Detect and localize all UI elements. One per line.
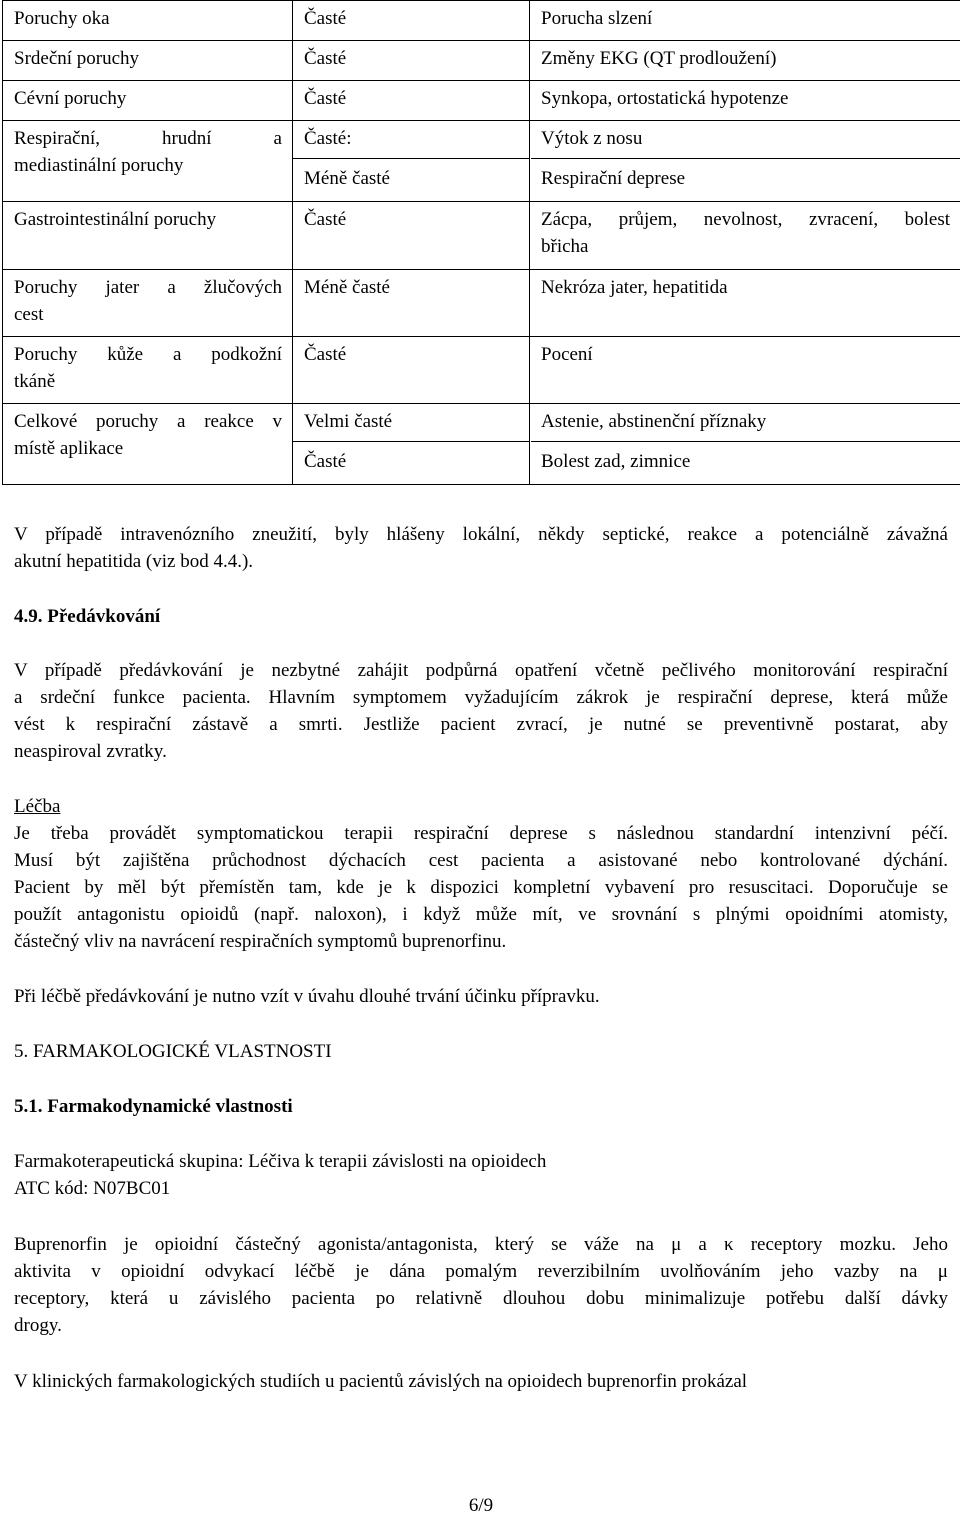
paragraph-line: Pacient by měl být přemístěn tam, kde je k dispozici kompletní vybavení pro resuscitaci. Doporučuje se [14,874,948,901]
effect-value: Astenie, abstinenční příznaky [541,408,950,435]
section-heading-4-9: 4.9. Předávkování [14,603,948,630]
table-row [3,270,960,337]
organ-class-line: Celkové poruchy a reakce v [14,408,282,435]
frequency-cell: Méně časté [293,270,530,337]
paragraph-line: V případě intravenózního zneužití, byly hlášeny lokální, někdy septické, reakce a potenciálně závažná [14,521,948,548]
effect-line: Zácpa, průjem, nevolnost, zvracení, bolest [541,206,950,233]
organ-class-line: Respirační, hrudní a [14,125,282,152]
paragraph-line: Musí být zajištěna průchodnost dýchacích cest pacienta a asistované nebo kontrolované dýchání. [14,847,948,874]
frequency-cell: Časté [293,41,530,81]
frequency-cell [293,121,530,202]
table-row [3,202,960,270]
frequency-value: Méně časté [293,158,529,192]
organ-class-line: místě aplikace [14,435,282,462]
effect-value: Výtok z nosu [541,125,950,152]
adverse-effects-table [2,0,960,485]
overdose-paragraph [14,657,948,765]
organ-class-cell: Poruchy oka [3,1,293,41]
effect-cell: Synkopa, ortostatická hypotenze [530,81,960,121]
paragraph-line: V případě předávkování je nezbytné zahájit podpůrná opatření včetně pečlivého monitorování respirační [14,657,948,684]
page-number: 6/9 [14,1492,948,1519]
organ-class-cell [3,121,293,202]
frequency-cell: Časté [293,1,530,41]
frequency-cell [293,404,530,485]
treatment-paragraph [14,820,948,955]
effect-cell: Změny EKG (QT prodloužení) [530,41,960,81]
pharmacotherapeutic-group: Farmakoterapeutická skupina: Léčiva k terapii závislosti na opioidech [14,1148,948,1175]
effect-line: břicha [541,233,950,260]
paragraph-line: receptory, která u závislého pacienta po relativně dlouhou dobu minimalizuje potřebu další dávky [14,1285,948,1312]
table-row [3,81,960,121]
organ-class-cell [3,270,293,337]
organ-class-cell: Srdeční poruchy [3,41,293,81]
table-row [3,404,960,485]
buprenorphine-paragraph [14,1231,948,1339]
paragraph-line: Je třeba provádět symptomatickou terapii respirační deprese s následnou standardní intenzivní péčí. [14,820,948,847]
effect-cell: Nekróza jater, hepatitida [530,270,960,337]
organ-class-cell: Cévní poruchy [3,81,293,121]
paragraph-line: akutní hepatitida (viz bod 4.4.). [14,548,948,575]
paragraph-line: použít antagonistu opioidů (např. naloxon), i když může mít, ve srovnání s plnými opoidními atomisty, [14,901,948,928]
paragraph-line: neaspiroval zvratky. [14,738,948,765]
table-row [3,1,960,41]
organ-class-cell [3,337,293,404]
table-row [3,121,960,202]
paragraph-line: částečný vliv na navrácení respiračních symptomů buprenorfinu. [14,928,948,955]
table-row [3,337,960,404]
frequency-value: Velmi časté [304,408,519,435]
effect-cell: Porucha slzení [530,1,960,41]
effect-cell [530,202,960,270]
paragraph-line: vést k respirační zástavě a smrti. Jestliže pacient zvrací, je nutné se preventivně postarat, aby [14,711,948,738]
organ-class-line: mediastinální poruchy [14,152,282,179]
paragraph-line: a srdeční funkce pacienta. Hlavním symptomem vyžadujícím zákrok je respirační deprese, která může [14,684,948,711]
organ-class-cell: Gastrointestinální poruchy [3,202,293,270]
paragraph-line: aktivita v opioidní odvykací léčbě je dána pomalým reverzibilním uvolňováním jeho vazby na μ [14,1258,948,1285]
effect-cell [530,121,960,202]
long-action-paragraph: Při léčbě předávkování je nutno vzít v úvahu dlouhé trvání účinku přípravku. [14,983,948,1010]
frequency-cell: Časté [293,202,530,270]
frequency-value: Časté: [304,125,519,152]
organ-class-line: Poruchy jater a žlučových [14,274,282,301]
organ-class-cell [3,404,293,485]
effect-cell [530,404,960,485]
frequency-cell: Časté [293,337,530,404]
paragraph-line: Buprenorfin je opioidní částečný agonista/antagonista, který se váže na μ a κ receptory mozku. Jeho [14,1231,948,1258]
frequency-cell: Časté [293,81,530,121]
treatment-heading: Léčba [14,793,948,820]
organ-class-line: tkáně [14,368,282,395]
section-heading-5: 5. FARMAKOLOGICKÉ VLASTNOSTI [14,1038,948,1065]
paragraph-line: drogy. [14,1312,948,1339]
organ-class-line: cest [14,301,282,328]
organ-class-line: Poruchy kůže a podkožní [14,341,282,368]
effect-value: Respirační deprese [531,158,960,192]
effect-cell: Pocení [530,337,960,404]
frequency-value: Časté [293,441,529,475]
table-row [3,41,960,81]
effect-value: Bolest zad, zimnice [531,441,960,475]
clinical-studies-paragraph: V klinických farmakologických studiích u pacientů závislých na opioidech buprenorfin prokázal [14,1368,948,1395]
atc-code: ATC kód: N07BC01 [14,1175,948,1202]
section-heading-5-1: 5.1. Farmakodynamické vlastnosti [14,1093,948,1120]
iv-abuse-paragraph [14,521,948,575]
